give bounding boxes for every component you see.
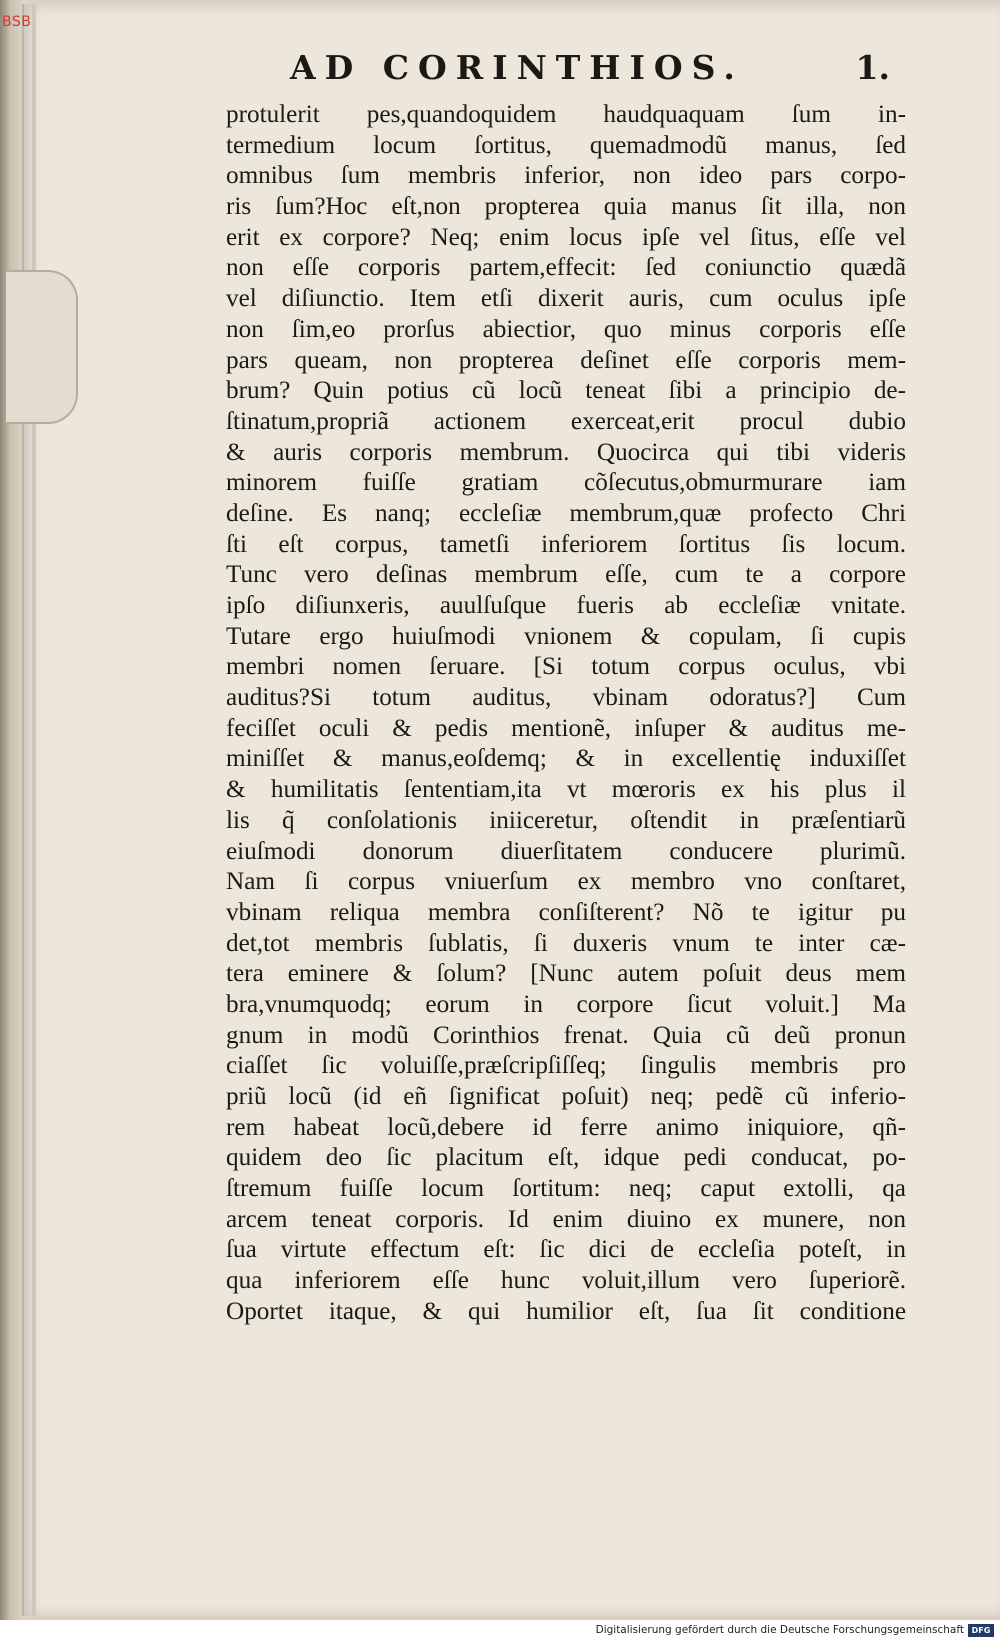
- text-line: ſua virtute effectum eſt: ſic dici de eccleſia poteſt, in: [226, 1236, 906, 1264]
- text-line: arcem teneat corporis. Id enim diuino ex munere, non: [226, 1205, 906, 1233]
- text-line: & auris corporis membrum. Quocirca qui tibi videris: [226, 438, 906, 466]
- text-line: Tunc vero deſinas membrum eſſe, cum te a corpore: [226, 561, 906, 589]
- text-line: erit ex corpore? Neq; enim locus ipſe vel ſitus, eſſe vel: [226, 223, 906, 251]
- text-line: lis q̃ conſolationis iniiceretur, oſtendit in præſentiarũ: [226, 806, 906, 834]
- text-line: pars queam, non propterea deſinet eſſe corporis mem-: [226, 346, 906, 374]
- text-line: ris ſum?Hoc eſt,non propterea quia manus ſit illa, non: [226, 193, 906, 221]
- text-line: auditus?Si totum auditus, vbinam odoratus?] Cum: [226, 684, 906, 712]
- page-tab-edge: [6, 270, 78, 424]
- text-line: termedium locum ſortitus, quemadmodũ manus, ſed: [226, 131, 906, 159]
- text-line: miniſſet & manus,eoſdemq; & in excellentię induxiſſet: [226, 745, 906, 773]
- digitization-credit: Digitalisierung gefördert durch die Deutsche Forschungsgemeinschaft: [595, 1624, 964, 1636]
- text-line: Oportet itaque, & qui humilior eſt, ſua ſit conditione: [226, 1297, 906, 1325]
- running-title: AD CORINTHIOS.: [290, 48, 744, 87]
- text-line: gnum in modũ Corinthios frenat. Quia cũ deũ pronun: [226, 1021, 906, 1049]
- text-line: ipſo diſiunxeris, auulſuſque fueris ab eccleſiæ vnitate.: [226, 592, 906, 619]
- text-line: Tutare ergo huiuſmodi vnionem & copulam, ſi cupis: [226, 622, 906, 650]
- text-line: rem habeat locũ,debere id ferre animo iniquiore, qñ-: [226, 1113, 906, 1141]
- text-line: membri nomen ſeruare. [Si totum corpus oculus, vbi: [226, 653, 906, 681]
- text-line: Nam ſi corpus vniuerſum ex membro vno conſtaret,: [226, 868, 906, 896]
- text-line: omnibus ſum membris inferior, non ideo pars corpo-: [226, 162, 906, 190]
- text-line: vel diſiunctio. Item etſi dixerit auris, cum oculus ipſe: [226, 285, 906, 313]
- body-text: [226, 100, 906, 1328]
- text-line: deſine. Es nanq; eccleſiæ membrum,quæ profecto Chri: [226, 499, 906, 527]
- footer-bar: [0, 1620, 1000, 1642]
- text-line: priũ locũ (id eñ ſignificat poſuit) neq; pedẽ cũ inferio-: [226, 1083, 906, 1110]
- text-line: bra,vnumquodq; eorum in corpore ſicut voluit.] Ma: [226, 990, 906, 1018]
- text-line: ciaſſet ſic voluiſſe,præſcripſiſſeq; ſingulis membris pro: [226, 1052, 906, 1080]
- text-line: tera eminere & ſolum? [Nunc autem poſuit deus mem: [226, 960, 906, 988]
- text-line: feciſſet oculi & pedis mentionẽ, inſuper & auditus me-: [226, 714, 906, 742]
- dfg-logo: DFG: [968, 1624, 994, 1637]
- page-number: 1.: [855, 48, 890, 87]
- text-line: qua inferiorem eſſe hunc voluit,illum vero ſuperiorẽ.: [226, 1267, 906, 1295]
- library-mark: BSB: [2, 14, 32, 30]
- text-line: vbinam reliqua membra conſiſterent? Nõ te igitur pu: [226, 898, 906, 926]
- text-line: non eſſe corporis partem,effecit: ſed coniunctio quædã: [226, 254, 906, 282]
- text-line: & humilitatis ſententiam,ita vt mœroris ex his plus il: [226, 776, 906, 804]
- running-head: [290, 48, 890, 87]
- text-line: ſti eſt corpus, tametſi inferiorem ſortitus ſis locum.: [226, 530, 906, 558]
- text-line: det,tot membris ſublatis, ſi duxeris vnum te inter cæ-: [226, 929, 906, 957]
- text-line: protulerit pes,quandoquidem haudquaquam ſum in-: [226, 101, 906, 128]
- text-line: brum? Quin potius cũ locũ teneat ſibi a principio de-: [226, 377, 906, 405]
- text-line: ſtremum fuiſſe locum ſortitum: neq; caput extolli, qa: [226, 1175, 906, 1203]
- text-line: eiuſmodi donorum diuerſitatem conducere plurimũ.: [226, 837, 906, 865]
- text-line: ſtinatum,propriã actionem exerceat,erit procul dubio: [226, 407, 906, 435]
- text-line: quidem deo ſic placitum eſt, idque pedi conducat, po-: [226, 1144, 906, 1172]
- page-edge: [32, 4, 36, 1616]
- text-line: minorem fuiſſe gratiam cõſecutus,obmurmurare iam: [226, 469, 906, 497]
- text-line: non ſim,eo prorſus abiectior, quo minus corporis eſſe: [226, 315, 906, 343]
